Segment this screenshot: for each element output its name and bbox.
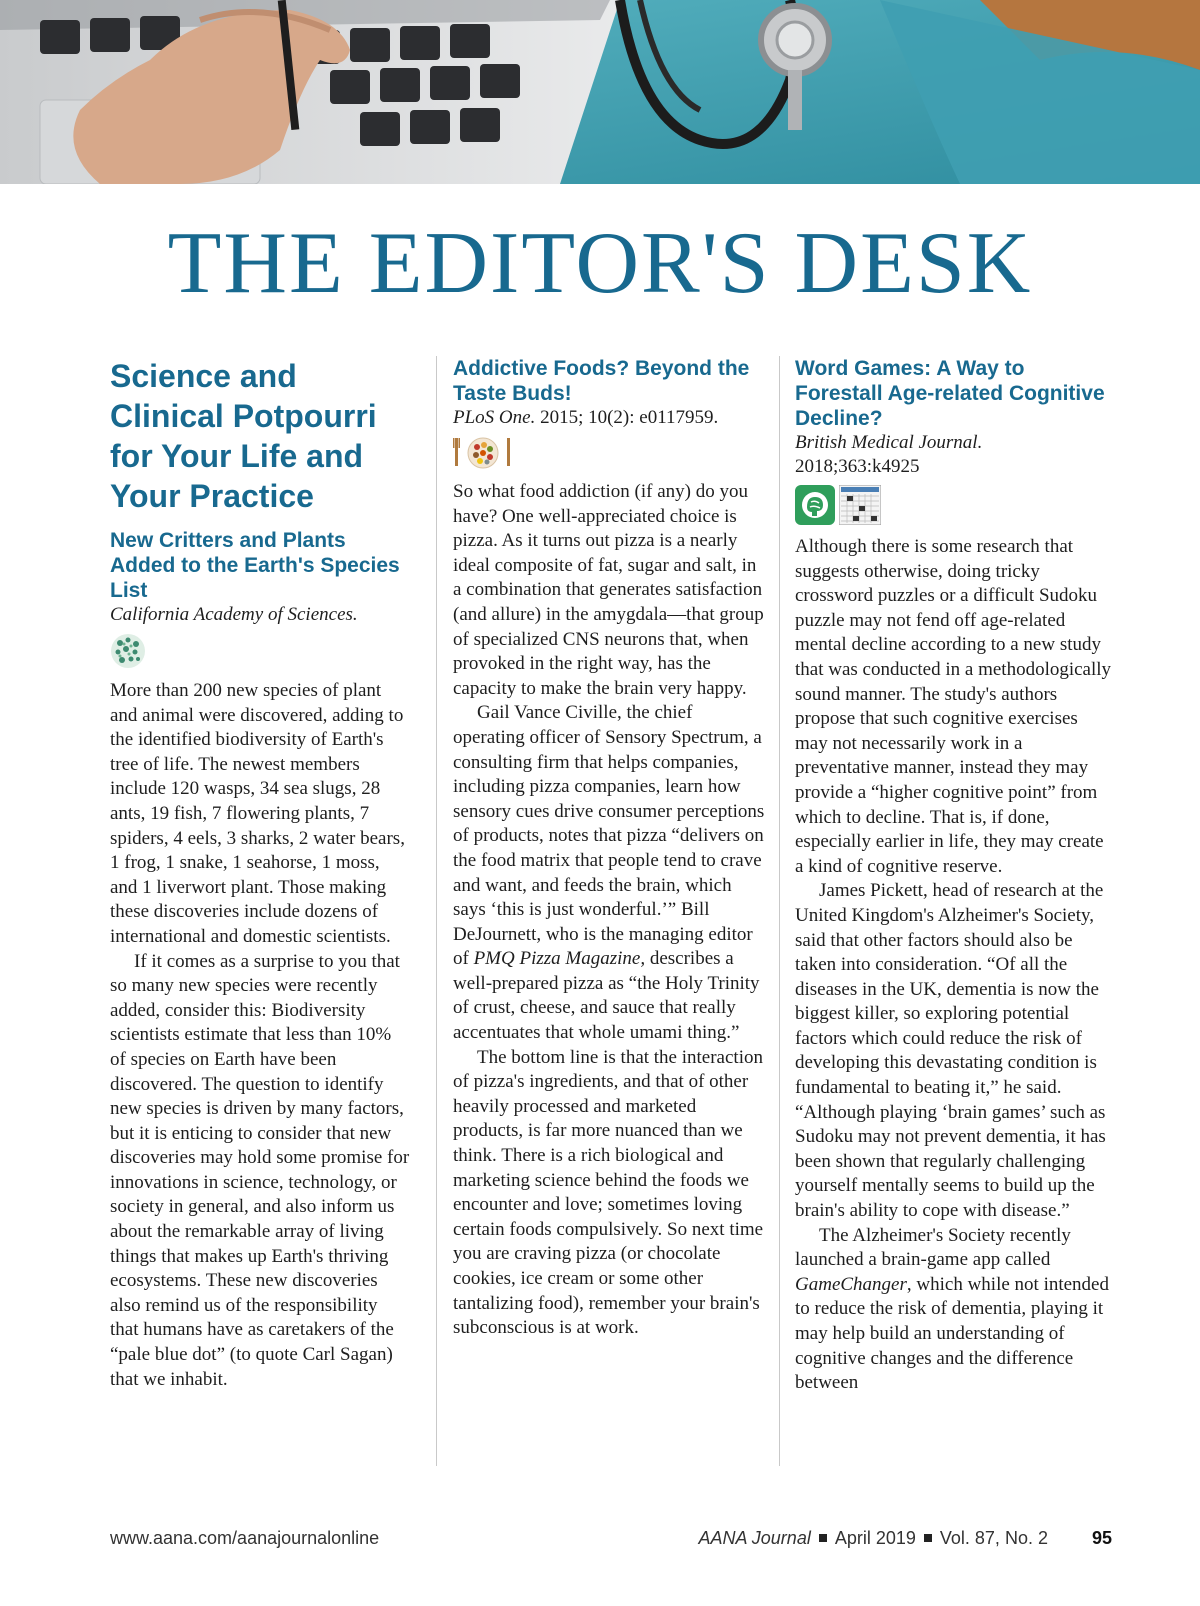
footer-website: www.aana.com/aanajournalonline [110,1528,380,1548]
paragraph: More than 200 new species of plant and animal were discovered, adding to the identified biodiversity of Earth's tree of life. The newest members include 120 wasps, 34 sea slugs, 28 ants, 19 fish, 7 flowering plants, 7 spiders, 4 eels, 3 sharks, 2 water bears, 1 frog, 1 snake, 1 seahorse, 1 moss, and 1 liverwort plant. Those making these discoveries include dozens of international and domestic scientists. [110,680,405,947]
source-citation: 2015; 10(2): e0117959. [535,407,719,428]
paragraph: James Pickett, head of research at the United Kingdom's Alzheimer's Society, said that other factors should also be taken into consideration. “Of all the diseases in the UK, dementia is now the biggest killer, so exploring potential factors which could reduce the risk of developing this devastating condition is fundamental to beating it,” he said. “Although playing ‘brain games’ such as Sudoku may not prevent dementia, it has been shown that regularly challenging yourself mentally seems to build up the brain's ability to cope with disease.” [795,880,1106,1222]
column-1 [110,356,410,1392]
issue-date: April 2019 [834,1528,916,1548]
article-source [453,406,765,430]
journal-name: AANA Journal [698,1528,811,1548]
paragraph: If it comes as a surprise to you that so many new species were recently added, consider this: Biodiversity scientists estimate that less than 10% of species on Earth have been discovered. The question to identify new species is driven by many factors, but it is enticing to consider that new discoveries may hold some promise for innovations in science, technology, or society in general, and also inform us about the remarkable array of living things that makes up Earth's thriving ecosystems. These new discoveries also remind us of the responsibility that humans have as caretakers of the “pale blue dot” (to quote Carl Sagan) that we inhabit. [110,950,410,1390]
paragraph: So what food addiction (if any) do you have? One well-appreciated choice is pizza. As it turns out pizza is a nearly ideal composite of fat, sugar and salt, in a combination that generates satisfaction (and allure) in the amygdala—that group of specialized CNS neurons that, when provoked in the right way, has the capacity to make the brain very happy. [453,481,764,699]
food-plate-icon [453,436,513,470]
species-collage-icon [110,633,146,669]
app-name: GameChanger [795,1273,907,1295]
header-photo [0,0,1200,184]
crossword-grid-icon [839,485,881,525]
separator-square-icon [819,1534,827,1542]
paragraph-text: The Alzheimer's Society recently launched a brain-game app called [795,1224,1071,1271]
source-journal: PLoS One. [453,407,536,428]
brain-app-icon [795,485,835,525]
page-number: 95 [1091,1528,1112,1548]
thumbnail-group [795,485,1113,525]
paragraph [795,1224,1113,1396]
article-source [795,431,1113,479]
footer-issue-info [698,1528,1112,1549]
magazine-title: PMQ Pizza Magazine, [473,948,646,970]
paragraph-text: Gail Vance Civille, the chief operating officer of Sensory Spectrum, a consulting firm that helps companies, including pizza companies, learn how sensory cues drive consumer perceptions of products, notes that pizza “delivers on the food matrix that people tend to crave and want, and feeds the brain, which says ‘this is just wonderful.’” Bill DeJournett, who is the managing editor of [453,702,765,970]
source-citation: 2018;363:k4925 [795,456,920,477]
paragraph [453,701,765,1045]
paragraph: The bottom line is that the interaction of pizza's ingredients, and that of other heavily processed and marketed products, is far more nuanced than we think. There is a rich biological and marketing science behind the foods we encounter and love; sometimes loving certain foods compulsively. So next time you are craving pizza (or chocolate cookies, ice cream or some other tantalizing food), remember your brain's subconscious is at work. [453,1046,764,1339]
paragraph-text: describes a well-prepared pizza as “the Holy Trinity of crust, cheese, and sauce that really accentuates that whole umami thing.” [453,948,760,1044]
column-2 [453,356,765,1341]
section-headline: Science and Clinical Potpourri for Your Life and Your Practice [110,358,377,514]
laptop-stethoscope-image [0,0,1200,184]
separator-square-icon [924,1534,932,1542]
column-3 [795,356,1113,1396]
masthead-title: THE EDITOR'S DESK [167,215,1033,312]
article-title: Word Games: A Way to Forestall Age-related Cognitive Decline? [795,357,1105,430]
article-title: Addictive Foods? Beyond the Taste Buds! [453,357,750,405]
article-title: New Critters and Plants Added to the Earth's Species List [110,529,400,602]
column-divider [779,356,780,1466]
volume-number: Vol. 87, No. 2 [939,1528,1048,1548]
paragraph: Although there is some research that suggests otherwise, doing tricky crossword puzzles or a difficult Sudoku puzzle may not fend off age-related mental decline according to a new study that was conducted in a methodologically sound manner. The study's authors propose that such cognitive exercises may not necessarily work in a preventative manner, instead they may provide a “higher cognitive point” from which to decline. That is, if done, especially earlier in life, they may create a kind of cognitive reserve. [795,536,1112,877]
paragraph-text: , which while not intended to reduce the risk of dementia, playing it may help build an understanding of cognitive changes and the difference between [795,1273,1109,1394]
column-divider [436,356,437,1466]
source-journal: British Medical Journal. [795,432,983,453]
article-source: California Academy of Sciences. [110,604,358,625]
